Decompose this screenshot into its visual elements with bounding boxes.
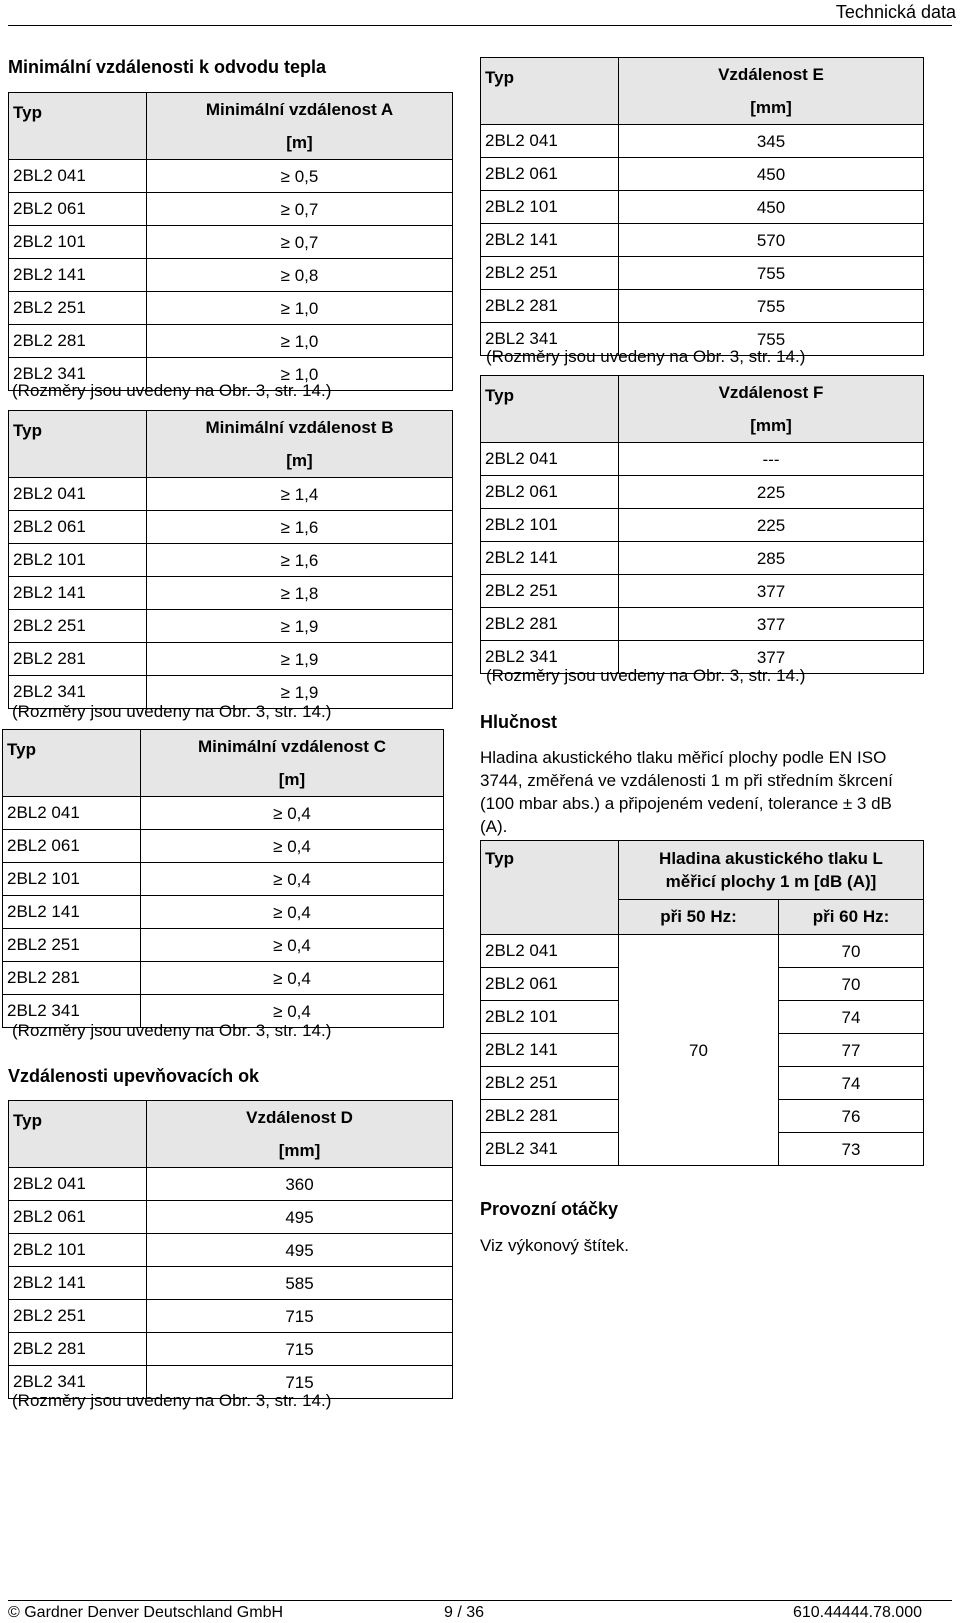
type-cell: 2BL2 061 — [9, 1201, 147, 1234]
table-header-unit: [mm] — [147, 1134, 453, 1168]
value-cell: 377 — [619, 641, 924, 674]
table-row — [481, 935, 924, 968]
type-cell: 2BL2 281 — [9, 643, 147, 676]
type-cell: 2BL2 341 — [9, 358, 147, 391]
table-row — [9, 259, 453, 292]
value-cell: ≥ 0,4 — [141, 797, 444, 830]
type-cell: 2BL2 061 — [9, 193, 147, 226]
table-row — [9, 193, 453, 226]
type-cell: 2BL2 141 — [481, 224, 619, 257]
table-row — [9, 478, 453, 511]
type-cell: 2BL2 041 — [9, 160, 147, 193]
heading-mounting-distances: Vzdálenosti upevňovacích ok — [8, 1066, 260, 1086]
type-cell: 2BL2 281 — [9, 1333, 147, 1366]
table-distance-f — [480, 375, 924, 674]
table-row — [3, 929, 444, 962]
type-cell: 2BL2 061 — [481, 968, 619, 1001]
footer-copyright: © Gardner Denver Deutschland GmbH — [8, 1604, 284, 1621]
type-cell: 2BL2 141 — [9, 1267, 147, 1300]
header-line: měřicí plochy 1 m [dB (A)] — [665, 872, 877, 891]
type-cell: 2BL2 041 — [9, 1168, 147, 1201]
type-cell: 2BL2 101 — [481, 191, 619, 224]
table-noise — [480, 840, 924, 1166]
table-row — [481, 290, 924, 323]
table-note: (Rozměry jsou uvedeny na Obr. 3, str. 14.) — [486, 347, 806, 366]
value-cell: 360 — [147, 1168, 453, 1201]
table-note: (Rozměry jsou uvedeny na Obr. 3, str. 14.) — [486, 666, 806, 685]
type-cell: 2BL2 341 — [3, 995, 141, 1028]
table-note: (Rozměry jsou uvedeny na Obr. 3, str. 14.) — [12, 1021, 332, 1040]
value-cell: 377 — [619, 608, 924, 641]
value-cell: ≥ 1,0 — [147, 358, 453, 391]
table-row — [481, 542, 924, 575]
type-cell: 2BL2 061 — [481, 158, 619, 191]
type-cell: 2BL2 281 — [481, 290, 619, 323]
table-row — [3, 896, 444, 929]
value-60hz-cell: 70 — [779, 935, 924, 968]
value-cell: ≥ 1,6 — [147, 511, 453, 544]
table-row — [3, 797, 444, 830]
table-header-unit: [mm] — [619, 91, 924, 125]
table-row — [9, 643, 453, 676]
table-row — [9, 1300, 453, 1333]
table-row — [481, 443, 924, 476]
table-row — [481, 257, 924, 290]
type-cell: 2BL2 341 — [9, 676, 147, 709]
value-cell: 585 — [147, 1267, 453, 1300]
type-cell: 2BL2 251 — [9, 292, 147, 325]
value-cell: 450 — [619, 158, 924, 191]
value-cell: ≥ 0,4 — [141, 929, 444, 962]
footer-page-number: 9 / 36 — [444, 1604, 485, 1621]
type-cell: 2BL2 341 — [9, 1366, 147, 1399]
table-header-value: Minimální vzdálenost A — [147, 93, 453, 127]
table-row — [9, 292, 453, 325]
value-cell: ≥ 1,0 — [147, 325, 453, 358]
type-cell: 2BL2 061 — [481, 476, 619, 509]
type-cell: 2BL2 041 — [481, 443, 619, 476]
value-cell: ≥ 0,4 — [141, 896, 444, 929]
table-header-unit: [mm] — [619, 409, 924, 443]
type-cell: 2BL2 341 — [481, 1133, 619, 1166]
value-cell: ≥ 0,7 — [147, 226, 453, 259]
value-cell: ≥ 1,8 — [147, 577, 453, 610]
table-header-unit: [m] — [147, 126, 453, 160]
page-header-title: Technická data — [835, 2, 956, 22]
type-cell: 2BL2 101 — [481, 509, 619, 542]
table-header-type: Typ — [481, 58, 619, 125]
value-cell: ≥ 0,8 — [147, 259, 453, 292]
table-row — [481, 125, 924, 158]
type-cell: 2BL2 101 — [3, 863, 141, 896]
table-distance-c — [2, 729, 444, 1028]
value-cell: ≥ 1,4 — [147, 478, 453, 511]
value-cell: 755 — [619, 257, 924, 290]
type-cell: 2BL2 041 — [481, 125, 619, 158]
value-cell: ≥ 1,0 — [147, 292, 453, 325]
table-header-value: Vzdálenost D — [147, 1101, 453, 1135]
noise-description: Hladina akustického tlaku měřicí plochy podle EN ISO 3744, změřená ve vzdálenosti 1 m při středním škrcení (100 mbar abs.) a připojeném vedení, tolerance ± 3 dB (A). — [480, 748, 893, 836]
table-row — [9, 226, 453, 259]
heading-heat-distances: Minimální vzdálenosti k odvodu tepla — [8, 57, 327, 77]
value-cell: 285 — [619, 542, 924, 575]
value-cell: ≥ 0,4 — [141, 995, 444, 1028]
type-cell: 2BL2 061 — [3, 830, 141, 863]
value-cell: 715 — [147, 1300, 453, 1333]
type-cell: 2BL2 141 — [3, 896, 141, 929]
value-cell: 495 — [147, 1201, 453, 1234]
type-cell: 2BL2 251 — [3, 929, 141, 962]
footer-document-number: 610.44444.78.000 — [792, 1604, 922, 1621]
table-row — [481, 509, 924, 542]
type-cell: 2BL2 141 — [9, 259, 147, 292]
table-header-50hz: při 50 Hz: — [619, 900, 779, 935]
type-cell: 2BL2 281 — [3, 962, 141, 995]
table-row — [9, 577, 453, 610]
footer-rule — [8, 1600, 952, 1601]
table-row — [9, 325, 453, 358]
heading-operating-speed: Provozní otáčky — [480, 1199, 619, 1219]
heading-noise: Hlučnost — [480, 712, 558, 732]
value-cell: ≥ 1,9 — [147, 676, 453, 709]
value-60hz-cell: 73 — [779, 1133, 924, 1166]
value-cell: ≥ 0,5 — [147, 160, 453, 193]
table-row — [3, 830, 444, 863]
type-cell: 2BL2 101 — [9, 544, 147, 577]
type-cell: 2BL2 101 — [9, 226, 147, 259]
table-header-unit: [m] — [141, 763, 444, 797]
table-row — [9, 1234, 453, 1267]
type-cell: 2BL2 281 — [481, 608, 619, 641]
table-row — [9, 160, 453, 193]
type-cell: 2BL2 281 — [481, 1100, 619, 1133]
table-header-value: Vzdálenost F — [619, 376, 924, 410]
type-cell: 2BL2 141 — [481, 542, 619, 575]
value-cell: ≥ 0,4 — [141, 863, 444, 896]
value-cell: ≥ 0,7 — [147, 193, 453, 226]
value-cell: ≥ 0,4 — [141, 962, 444, 995]
value-cell: 450 — [619, 191, 924, 224]
type-cell: 2BL2 281 — [9, 325, 147, 358]
value-cell: --- — [619, 443, 924, 476]
value-cell: 570 — [619, 224, 924, 257]
table-note: (Rozměry jsou uvedeny na Obr. 3, str. 14.) — [12, 702, 332, 721]
table-row — [9, 1333, 453, 1366]
value-60hz-cell: 77 — [779, 1034, 924, 1067]
table-distance-e — [480, 57, 924, 356]
table-row — [9, 1168, 453, 1201]
table-row — [9, 610, 453, 643]
type-cell: 2BL2 041 — [9, 478, 147, 511]
table-row — [3, 962, 444, 995]
value-50hz-cell: 70 — [619, 935, 779, 1166]
value-cell: ≥ 1,6 — [147, 544, 453, 577]
type-cell: 2BL2 341 — [481, 323, 619, 356]
type-cell: 2BL2 341 — [481, 641, 619, 674]
table-row — [481, 158, 924, 191]
table-header-value: Minimální vzdálenost B — [147, 411, 453, 445]
value-cell: 755 — [619, 290, 924, 323]
type-cell: 2BL2 251 — [481, 257, 619, 290]
type-cell: 2BL2 141 — [481, 1034, 619, 1067]
table-header-60hz: při 60 Hz: — [779, 900, 924, 935]
value-cell: 225 — [619, 476, 924, 509]
header-rule — [8, 25, 952, 26]
value-cell: 755 — [619, 323, 924, 356]
type-cell: 2BL2 251 — [481, 1067, 619, 1100]
table-row — [9, 544, 453, 577]
table-row — [481, 476, 924, 509]
value-cell: ≥ 1,9 — [147, 610, 453, 643]
table-header-type: Typ — [481, 376, 619, 443]
value-cell: 715 — [147, 1333, 453, 1366]
table-row — [9, 1267, 453, 1300]
type-cell: 2BL2 251 — [9, 1300, 147, 1333]
value-cell: 495 — [147, 1234, 453, 1267]
type-cell: 2BL2 041 — [3, 797, 141, 830]
table-row — [481, 191, 924, 224]
type-cell: 2BL2 061 — [9, 511, 147, 544]
table-distance-a — [8, 92, 453, 391]
table-header-type: Typ — [3, 730, 141, 797]
header-line: Hladina akustického tlaku L — [659, 849, 883, 868]
table-header-value: Vzdálenost E — [619, 58, 924, 92]
table-header-type: Typ — [9, 411, 147, 478]
table-row — [481, 575, 924, 608]
type-cell: 2BL2 101 — [9, 1234, 147, 1267]
value-cell: ≥ 0,4 — [141, 830, 444, 863]
value-60hz-cell: 74 — [779, 1067, 924, 1100]
table-header-unit: [m] — [147, 444, 453, 478]
type-cell: 2BL2 101 — [481, 1001, 619, 1034]
type-cell: 2BL2 141 — [9, 577, 147, 610]
type-cell: 2BL2 251 — [481, 575, 619, 608]
table-header-type: Typ — [481, 841, 619, 935]
table-distance-b — [8, 410, 453, 709]
value-60hz-cell: 74 — [779, 1001, 924, 1034]
value-cell: ≥ 1,9 — [147, 643, 453, 676]
value-cell: 377 — [619, 575, 924, 608]
type-cell: 2BL2 041 — [481, 935, 619, 968]
table-row — [481, 608, 924, 641]
value-60hz-cell: 76 — [779, 1100, 924, 1133]
value-cell: 345 — [619, 125, 924, 158]
table-row — [9, 1201, 453, 1234]
table-note: (Rozměry jsou uvedeny na Obr. 3, str. 14.) — [12, 1391, 332, 1410]
table-header-value — [619, 841, 924, 900]
table-header-type: Typ — [9, 1101, 147, 1168]
speed-description: Viz výkonový štítek. — [480, 1236, 629, 1255]
table-row — [481, 224, 924, 257]
table-note: (Rozměry jsou uvedeny na Obr. 3, str. 14.) — [12, 381, 332, 400]
table-row — [9, 511, 453, 544]
value-cell: 715 — [147, 1366, 453, 1399]
value-60hz-cell: 70 — [779, 968, 924, 1001]
table-header-value: Minimální vzdálenost C — [141, 730, 444, 764]
table-header-type: Typ — [9, 93, 147, 160]
value-cell: 225 — [619, 509, 924, 542]
table-row — [3, 863, 444, 896]
table-distance-d — [8, 1100, 453, 1399]
type-cell: 2BL2 251 — [9, 610, 147, 643]
